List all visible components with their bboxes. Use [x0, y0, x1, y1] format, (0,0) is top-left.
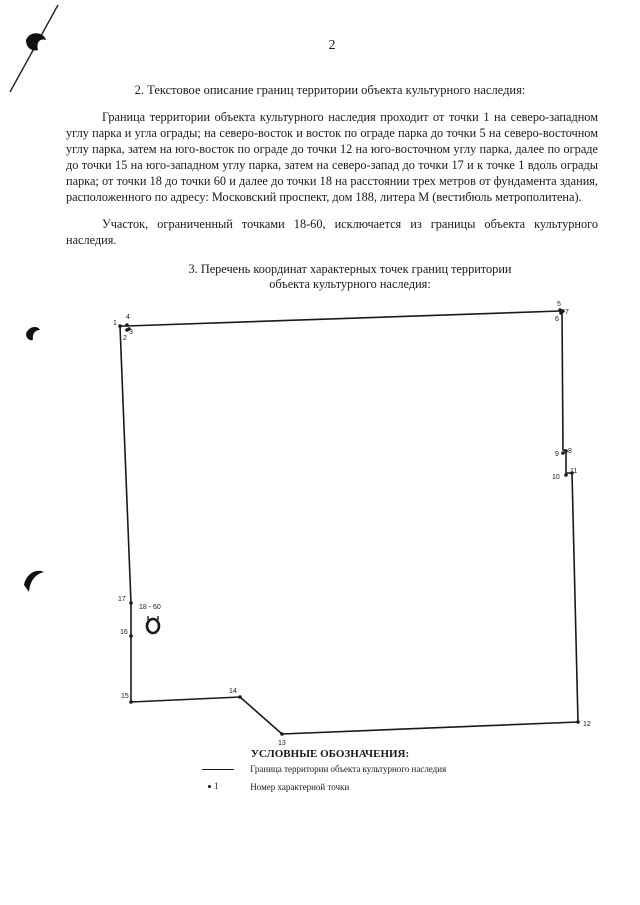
point-label-2: 2	[123, 335, 127, 342]
boundary-point-4	[125, 323, 129, 327]
point-label-12: 12	[583, 721, 591, 728]
excluded-area-paragraph: Участок, ограниченный точками 18-60, исключается из границы объекта культурного наследия.	[66, 217, 598, 248]
point-label-1: 1	[113, 320, 117, 327]
point-label-7: 7	[565, 309, 569, 316]
point-label-5: 5	[557, 301, 561, 308]
legend-title: УСЛОВНЫЕ ОБОЗНАЧЕНИЯ:	[250, 748, 410, 760]
boundary-point-10	[564, 473, 568, 477]
page-number: 2	[328, 38, 336, 53]
point-label-6: 6	[555, 316, 559, 323]
boundary-line	[120, 311, 578, 734]
boundary-point-12	[576, 720, 580, 724]
section-3-heading-line-1: 3. Перечень координат характерных точек границ территории	[188, 262, 512, 276]
boundary-point-16	[129, 634, 133, 638]
boundary-point-1	[118, 324, 122, 328]
point-label-4: 4	[126, 314, 130, 321]
points-layer	[118, 308, 580, 736]
point-label-14: 14	[229, 688, 237, 695]
point-label-17: 17	[118, 596, 126, 603]
boundary-point-14	[238, 695, 242, 699]
section-2-heading: 2. Текстовое описание границ территории объекта культурного наследия:	[134, 83, 526, 97]
legend-dot-symbol	[200, 781, 236, 793]
section-3-heading-line-2: объекта культурного наследия:	[269, 277, 431, 291]
labels-layer	[113, 301, 591, 747]
legend-item-boundary	[200, 763, 446, 777]
point-label-8: 8	[568, 448, 572, 455]
legend-item-point-number	[200, 781, 349, 795]
point-label-11: 11	[570, 468, 578, 475]
point-label-15: 15	[121, 693, 129, 700]
boundary-point-15	[129, 700, 133, 704]
boundary-point-9	[561, 451, 565, 455]
legend-line-symbol	[200, 763, 236, 775]
legend-item-text: Номер характерной точки	[250, 782, 350, 792]
point-label-18-60: 18 - 60	[139, 604, 161, 611]
point-label-13: 13	[278, 740, 286, 747]
point-label-10: 10	[552, 474, 560, 481]
boundary-description-paragraph: Граница территории объекта культурного наследия проходит от точки 1 на северо-западном углу парка и угла ограды; на северо-восток и восток по ограде парка до точки 5 на северо-восточном углу парка, затем на юго-восток по ограде до точки 12 на юго-восточном углу парка, далее по ограде до точки 15 на юго-западном углу парка, затем на северо-запад до точки 17 и к точке 1 вдоль ограды парка; от точки 18 до точки 60 и далее до точки 18 на расстоянии трех метров от фундамента здания, расположенного по адресу: Московский проспект, дом 188, литера М (вестибюль метрополитена).	[66, 110, 598, 205]
boundary-point-17	[129, 601, 133, 605]
point-label-16: 16	[120, 629, 128, 636]
excluded-area-symbol	[147, 616, 159, 633]
legend-sample-label: 1	[214, 781, 219, 791]
legend-item-text: Граница территории объекта культурного наследия	[250, 764, 447, 774]
point-label-3: 3	[129, 329, 133, 336]
boundary-point-13	[280, 732, 284, 736]
point-label-9: 9	[555, 451, 559, 458]
